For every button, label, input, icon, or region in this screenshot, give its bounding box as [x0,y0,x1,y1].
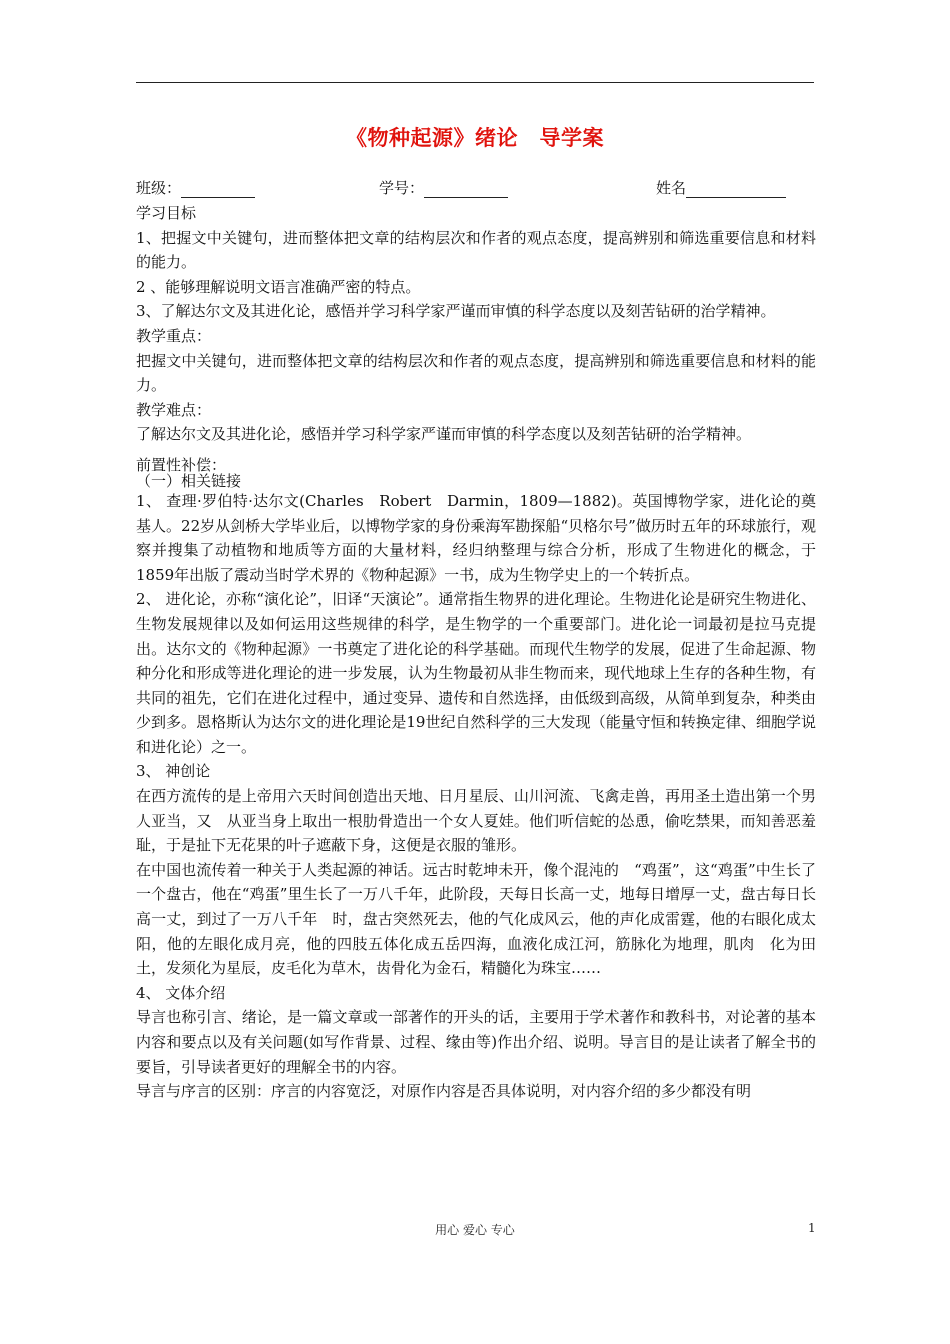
document-title: 《物种起源》绪论 导学案 [346,125,604,150]
student-info-row [136,177,816,201]
goal-1: 1、把握文中关键句，进而整体把文章的结构层次和作者的观点态度，提高辨别和筛选重要信息和材料的能力。 [136,228,816,272]
document-body [136,201,816,1104]
class-label: 班级： [136,179,182,197]
goal-2: 2 、能够理解说明文语言准确严密的特点。 [136,277,421,296]
name-blank[interactable] [686,180,786,198]
genre-preface-difference: 导言与序言的区别：序言的内容宽泛，对原作内容是否具体说明，对内容介绍的多少都没有明 [136,1082,752,1101]
link-darwin: 1、 查理·罗伯特·达尔文(Charles Robert Darmin，1809—1882)。英国博物学家，进化论的奠基人。22岁从剑桥大学毕业后，以博物学家的身份乘海军勘探船“贝格尔号”做历时五年的环球旅行，观察并搜集了动植物和地质等方面的大量材料，经归纳整理与综合分析，形成了生物进化的概念，于1859年出版了震动当时学术界的《物种起源》一书，成为生物学史上的一个转折点。 [136,491,816,584]
genre-intro: 导言也称引言、绪论，是一篇文章或一部著作的开头的话，主要用于学术著作和教科书，对论著的基本内容和要点以及有关问题(如写作背景、过程、缘由等)作出介绍、说明。导言目的是让读者了解全书的要旨，引导读者更好的理解全书的内容。 [136,1008,816,1076]
link-creationism-heading: 3、 神创论 [136,762,211,781]
key-points-text: 把握文中关键句，进而整体把文章的结构层次和作者的观点态度，提高辨别和筛选重要信息和材料的能力。 [136,351,816,395]
class-blank[interactable] [181,180,255,198]
student-id-label: 学号： [379,179,425,197]
goal-3: 3、了解达尔文及其进化论，感悟并学习科学家严谨而审慎的科学态度以及刻苦钻研的治学精神。 [136,302,776,321]
footer-motto: 用心 爱心 专心 [435,1223,515,1237]
link-genre-heading: 4、 文体介绍 [136,983,226,1002]
difficulties-text: 了解达尔文及其进化论，感悟并学习科学家严谨而审慎的科学态度以及刻苦钻研的治学精神。 [136,425,752,444]
creationism-china: 在中国也流传着一种关于人类起源的神话。远古时乾坤未开，像个混沌的 “鸡蛋”，这“鸡蛋”中生长了一个盘古，他在“鸡蛋”里生长了一万八千年，此阶段，天每日长高一丈，地每日增厚一丈，盘古每日长高一丈，到过了一万八千年 时，盘古突然死去，他的气化成风云，他的声化成雷霆，他的右眼化成太阳，他的左眼化成月亮，他的四肢五体化成五岳四海，血液化成江河，筋脉化为地理，肌肉 化为田土，发须化为星辰，皮毛化为草木，齿骨化为金石，精髓化为珠宝…… [136,860,816,978]
subsection-related-links: （一）相关链接 [136,471,242,490]
creationism-west: 在西方流传的是上帝用六天时间创造出天地、日月星辰、山川河流、飞禽走兽，再用圣土造出第一个男人亚当，又 从亚当身上取出一根肋骨造出一个女人夏娃。他们听信蛇的怂恿，偷吃禁果，而知善恶羞耻，于是扯下无花果的叶子遮蔽下身，这便是衣服的雏形。 [136,787,816,855]
section-preview: 前置性补偿： [136,455,227,474]
student-id-field[interactable] [379,177,508,198]
section-key-points: 教学重点： [136,326,212,345]
name-label: 姓名 [656,179,687,197]
name-field[interactable] [656,177,786,198]
student-id-blank[interactable] [424,180,508,198]
section-learning-goals: 学习目标 [136,204,197,222]
page-number: 1 [808,1221,816,1235]
section-difficulties: 教学难点： [136,400,212,419]
link-evolution: 2、 进化论，亦称“演化论”，旧译“天演论”。通常指生物界的进化理论。生物进化论是研究生物进化、生物发展规律以及如何运用这些规律的科学，是生物学的一个重要部门。进化论一词最初是拉马克提出。达尔文的《物种起源》一书奠定了进化论的科学基础。而现代生物学的发展，促进了生命起源、物种分化和形成等进化理论的进一步发展，认为生物最初从非生物而来，现代地球上生存的各种生物，有共同的祖先，它们在进化过程中，通过变异、遗传和自然选择，由低级到高级，从简单到复杂，种类由少到多。恩格斯认为达尔文的进化理论是19世纪自然科学的三大发现（能量守恒和转换定律、细胞学说和进化论）之一。 [136,590,816,756]
header-rule [136,82,814,83]
class-field[interactable] [136,177,255,198]
